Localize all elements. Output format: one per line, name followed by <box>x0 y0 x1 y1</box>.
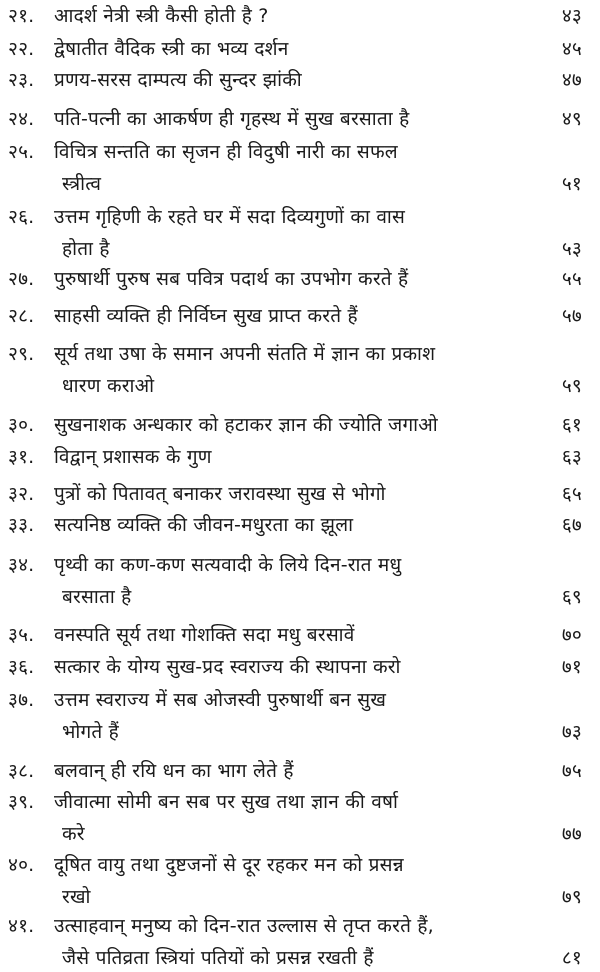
entry-number: ४१. <box>8 915 35 937</box>
entry-number: २९. <box>8 343 35 365</box>
entry-page: ७० <box>561 624 582 646</box>
entry-page: ६५ <box>561 483 582 505</box>
entry-number: २४. <box>8 108 35 130</box>
entry-title-continued: होता है <box>62 238 110 260</box>
entry-number: ३७. <box>8 689 35 711</box>
entry-page: ४७ <box>561 69 582 91</box>
entry-title-continued: बरसाता है <box>62 586 132 608</box>
entry-title: बलवान् ही रयि धन का भाग लेते हैं <box>54 760 294 782</box>
entry-title: आदर्श नेत्री स्त्री कैसी होती है ? <box>54 5 269 27</box>
entry-page: ६३ <box>561 446 582 468</box>
entry-page: ७१ <box>561 656 582 678</box>
entry-title: पुरुषार्थी पुरुष सब पवित्र पदार्थ का उपभोग करते हैं <box>54 268 409 290</box>
entry-number: २५. <box>8 141 35 163</box>
entry-title: सत्कार के योग्य सुख-प्रद स्वराज्य की स्थापना करो <box>54 656 401 678</box>
entry-title: विद्वान् प्रशासक के गुण <box>54 446 212 468</box>
entry-number: २६. <box>8 206 35 228</box>
entry-number: ३६. <box>8 656 35 678</box>
entry-title: विचित्र सन्तति का सृजन ही विदुषी नारी का सफल <box>54 141 398 163</box>
entry-number: ३२. <box>8 483 35 505</box>
entry-page: ५५ <box>561 268 582 290</box>
entry-title-continued: भोगते हैं <box>62 721 119 743</box>
entry-page: ६९ <box>561 586 582 608</box>
entry-title: द्वेषातीत वैदिक स्त्री का भव्य दर्शन <box>54 38 289 60</box>
entry-title: उत्साहवान् मनुष्य को दिन-रात उल्लास से तृप्त करते हैं, <box>54 915 434 937</box>
entry-page: ४९ <box>561 108 582 130</box>
entry-page: ६७ <box>561 514 582 536</box>
entry-number: २३. <box>8 69 35 91</box>
entry-number: ३३. <box>8 514 35 536</box>
entry-page: ५७ <box>561 305 582 327</box>
entry-page: ७९ <box>561 886 582 908</box>
entry-title: सत्यनिष्ठ व्यक्ति की जीवन-मधुरता का झूला <box>54 514 354 536</box>
entry-title: दूषित वायु तथा दुष्टजनों से दूर रहकर मन को प्रसन्न <box>54 854 404 876</box>
entry-title-continued: धारण कराओ <box>62 375 155 397</box>
entry-title: सुखनाशक अन्धकार को हटाकर ज्ञान की ज्योति जगाओ <box>54 414 438 436</box>
entry-page: ५९ <box>561 375 582 397</box>
entry-page: ७७ <box>561 823 582 845</box>
entry-number: २२. <box>8 38 35 60</box>
entry-title: सूर्य तथा उषा के समान अपनी संतति में ज्ञान का प्रकाश <box>54 343 436 365</box>
entry-page: ५३ <box>561 238 582 260</box>
entry-number: ३१. <box>8 446 35 468</box>
entry-title: पति-पत्नी का आकर्षण ही गृहस्थ में सुख बरसाता है <box>54 108 410 130</box>
entry-title-continued: स्त्रीत्व <box>62 173 102 195</box>
entry-title: प्रणय-सरस दाम्पत्य की सुन्दर झांकी <box>54 69 302 91</box>
entry-page: ७५ <box>561 760 582 782</box>
entry-number: ३०. <box>8 414 35 436</box>
entry-title: उत्तम गृहिणी के रहते घर में सदा दिव्यगुणों का वास <box>54 206 406 228</box>
entry-title: उत्तम स्वराज्य में सब ओजस्वी पुरुषार्थी बन सुख <box>54 689 387 711</box>
entry-title: वनस्पति सूर्य तथा गोशक्ति सदा मधु बरसावें <box>54 624 355 646</box>
entry-page: ४५ <box>561 38 582 60</box>
entry-number: ३४. <box>8 554 35 576</box>
entry-title: पृथ्वी का कण-कण सत्यवादी के लिये दिन-रात मधु <box>54 554 402 576</box>
entry-number: २८. <box>8 305 35 327</box>
entry-number: २७. <box>8 268 35 290</box>
entry-title: जीवात्मा सोमी बन सब पर सुख तथा ज्ञान की वर्षा <box>54 791 399 813</box>
entry-page: ६१ <box>561 414 582 436</box>
entry-number: ३८. <box>8 760 35 782</box>
entry-page: ४३ <box>561 5 582 27</box>
entry-title: पुत्रों को पितावत् बनाकर जरावस्था सुख से भोगो <box>54 483 386 505</box>
entry-number: ४०. <box>8 854 35 876</box>
entry-number: २१. <box>8 5 35 27</box>
entry-title: साहसी व्यक्ति ही निर्विघ्न सुख प्राप्त करते हैं <box>54 305 358 327</box>
entry-page: ५१ <box>561 173 582 195</box>
entry-page: ८१ <box>561 947 582 969</box>
entry-page: ७३ <box>561 721 582 743</box>
entry-title-continued: रखो <box>62 886 91 908</box>
entry-title-continued: जैसे पतिव्रता स्त्रियां पतियों को प्रसन्न रखती हैं <box>62 947 374 969</box>
entry-title-continued: करे <box>62 823 85 845</box>
entry-number: ३५. <box>8 624 35 646</box>
entry-number: ३९. <box>8 791 35 813</box>
